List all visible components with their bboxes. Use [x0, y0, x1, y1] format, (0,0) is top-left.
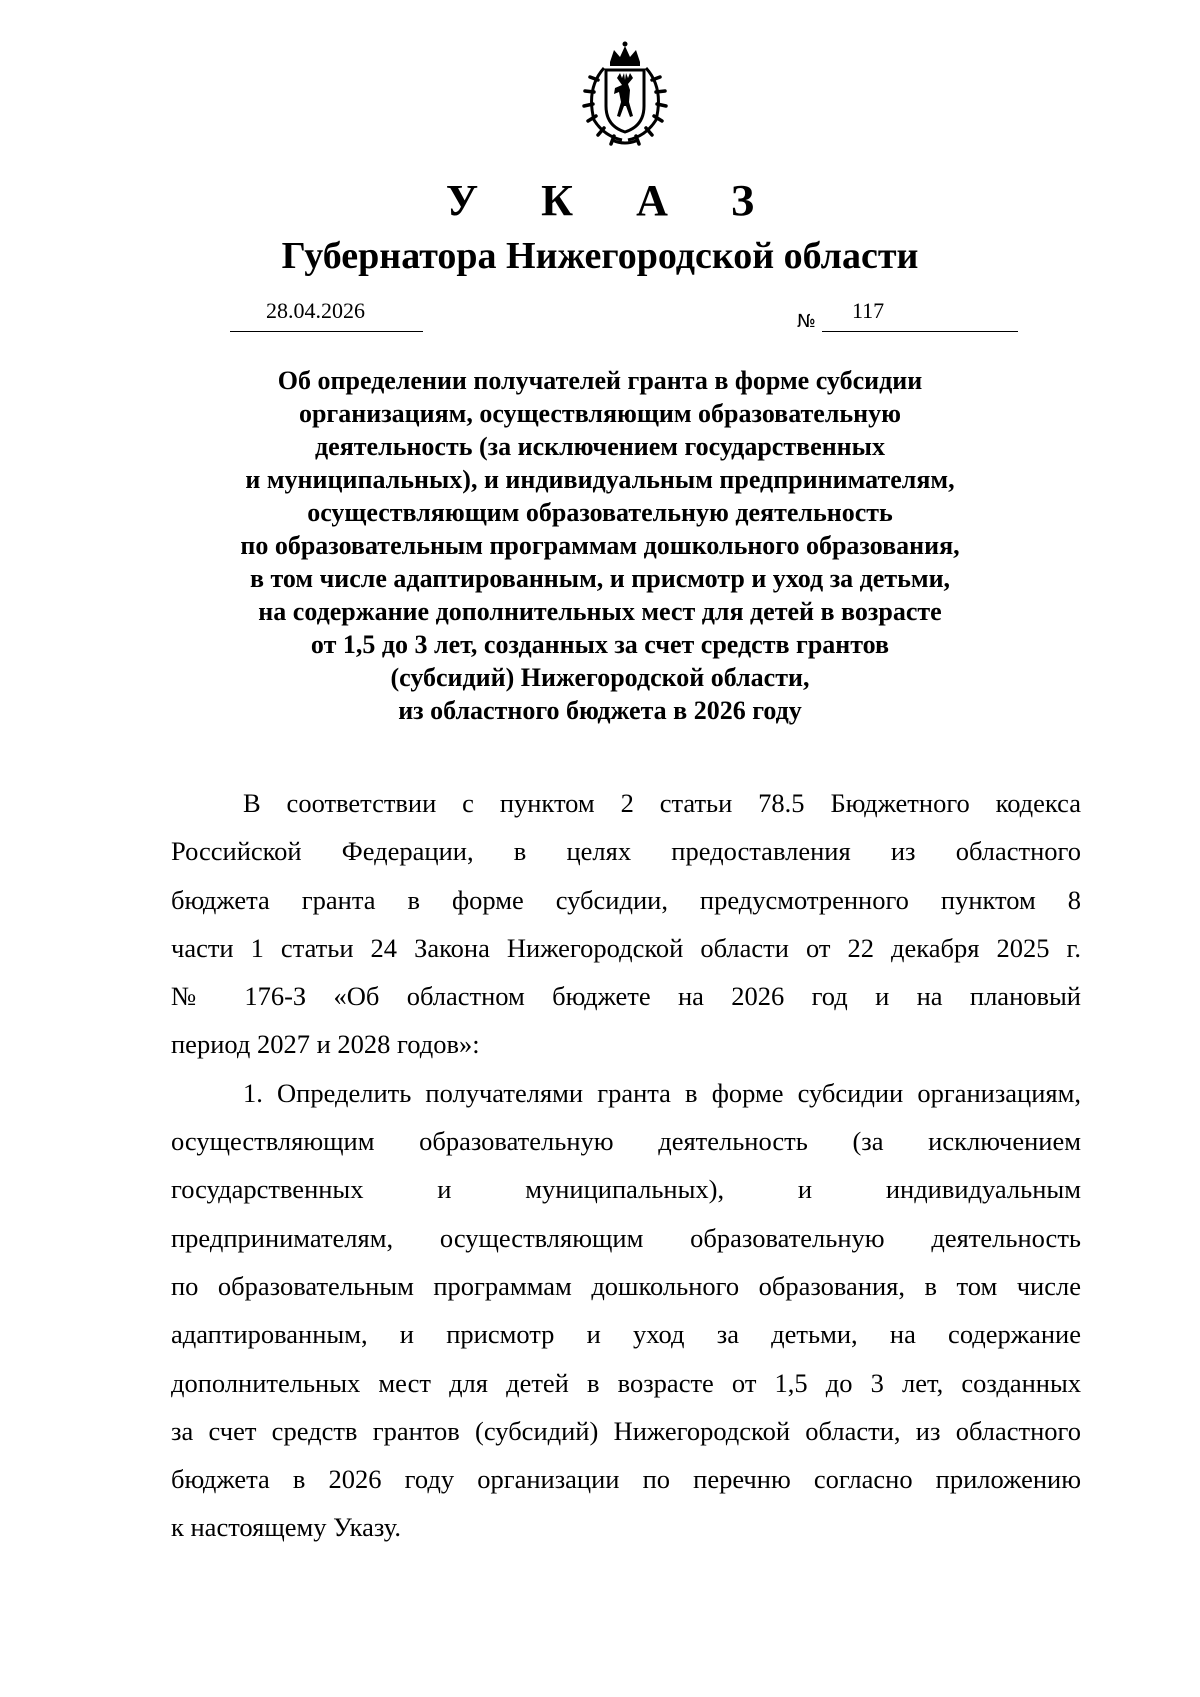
- title-line: (субсидий) Нижегородской области,: [390, 663, 810, 692]
- decree-body: [171, 779, 1081, 1552]
- paragraph-line: к настоящему Указу.: [171, 1512, 401, 1543]
- title-line: от 1,5 до 3 лет, созданных за счет средств грантов: [310, 630, 890, 659]
- nizhny-novgorod-coat-of-arms-icon: [570, 40, 680, 148]
- paragraph-line: по образовательным программам дошкольного образования, в том числе: [171, 1270, 1081, 1301]
- paragraph-line: осуществляющим образовательную деятельность (за исключением: [171, 1126, 1081, 1157]
- decree-date-field: [230, 297, 423, 332]
- paragraph-line: государственных и муниципальных), и индивидуальным: [171, 1174, 1081, 1205]
- decree-number-field: [822, 297, 1018, 332]
- title-line: и муниципальных), и индивидуальным предпринимателям,: [245, 465, 955, 494]
- title-line: на содержание дополнительных мест для детей в возрасте: [258, 597, 942, 626]
- paragraph-line: 1. Определить получателями гранта в форме субсидии организациям,: [243, 1077, 1081, 1108]
- title-line: из областного бюджета в 2026 году: [398, 696, 802, 725]
- title-line: деятельность (за исключением государственных: [315, 432, 885, 461]
- paragraph-line: дополнительных мест для детей в возрасте от 1,5 до 3 лет, созданных: [171, 1367, 1081, 1398]
- decree-date: 28.04.2026: [266, 298, 365, 323]
- decree-title: [160, 364, 1040, 727]
- paragraph-line: адаптированным, и присмотр и уход за детьми, на содержание: [171, 1319, 1081, 1350]
- document-type-heading: У К А З: [445, 176, 781, 225]
- paragraph-line: части 1 статьи 24 Закона Нижегородской области от 22 декабря 2025 г.: [171, 932, 1081, 963]
- preamble-paragraph: [171, 779, 1081, 1069]
- paragraph-line: № 176-З «Об областном бюджете на 2026 год и на плановый: [171, 981, 1081, 1012]
- paragraph-line: В соответствии с пунктом 2 статьи 78.5 Бюджетного кодекса: [243, 788, 1081, 818]
- paragraph-line: предпринимателям, осуществляющим образовательную деятельность: [171, 1222, 1081, 1253]
- title-line: организациям, осуществляющим образовательную: [298, 399, 902, 428]
- paragraph-line: бюджета в 2026 году организации по перечню согласно приложению: [171, 1464, 1081, 1495]
- title-line: осуществляющим образовательную деятельность: [307, 498, 893, 527]
- paragraph-line: бюджета гранта в форме субсидии, предусмотренного пунктом 8: [171, 884, 1081, 915]
- paragraph-line: за счет средств грантов (субсидий) Нижегородской области, из областного: [171, 1415, 1081, 1446]
- title-line: Об определении получателей гранта в форме субсидии: [277, 366, 923, 395]
- decree-number-label: №: [797, 311, 816, 332]
- item-1-paragraph: [171, 1069, 1081, 1552]
- title-line: в том числе адаптированным, и присмотр и уход за детьми,: [249, 564, 951, 593]
- issuer-heading: Губернатора Нижегородской области: [281, 235, 919, 277]
- paragraph-line: Российской Федерации, в целях предоставления из областного: [171, 836, 1081, 867]
- title-line: по образовательным программам дошкольного образования,: [240, 531, 960, 560]
- decree-number: 117: [852, 298, 885, 323]
- paragraph-line: период 2027 и 2028 годов»:: [171, 1029, 480, 1060]
